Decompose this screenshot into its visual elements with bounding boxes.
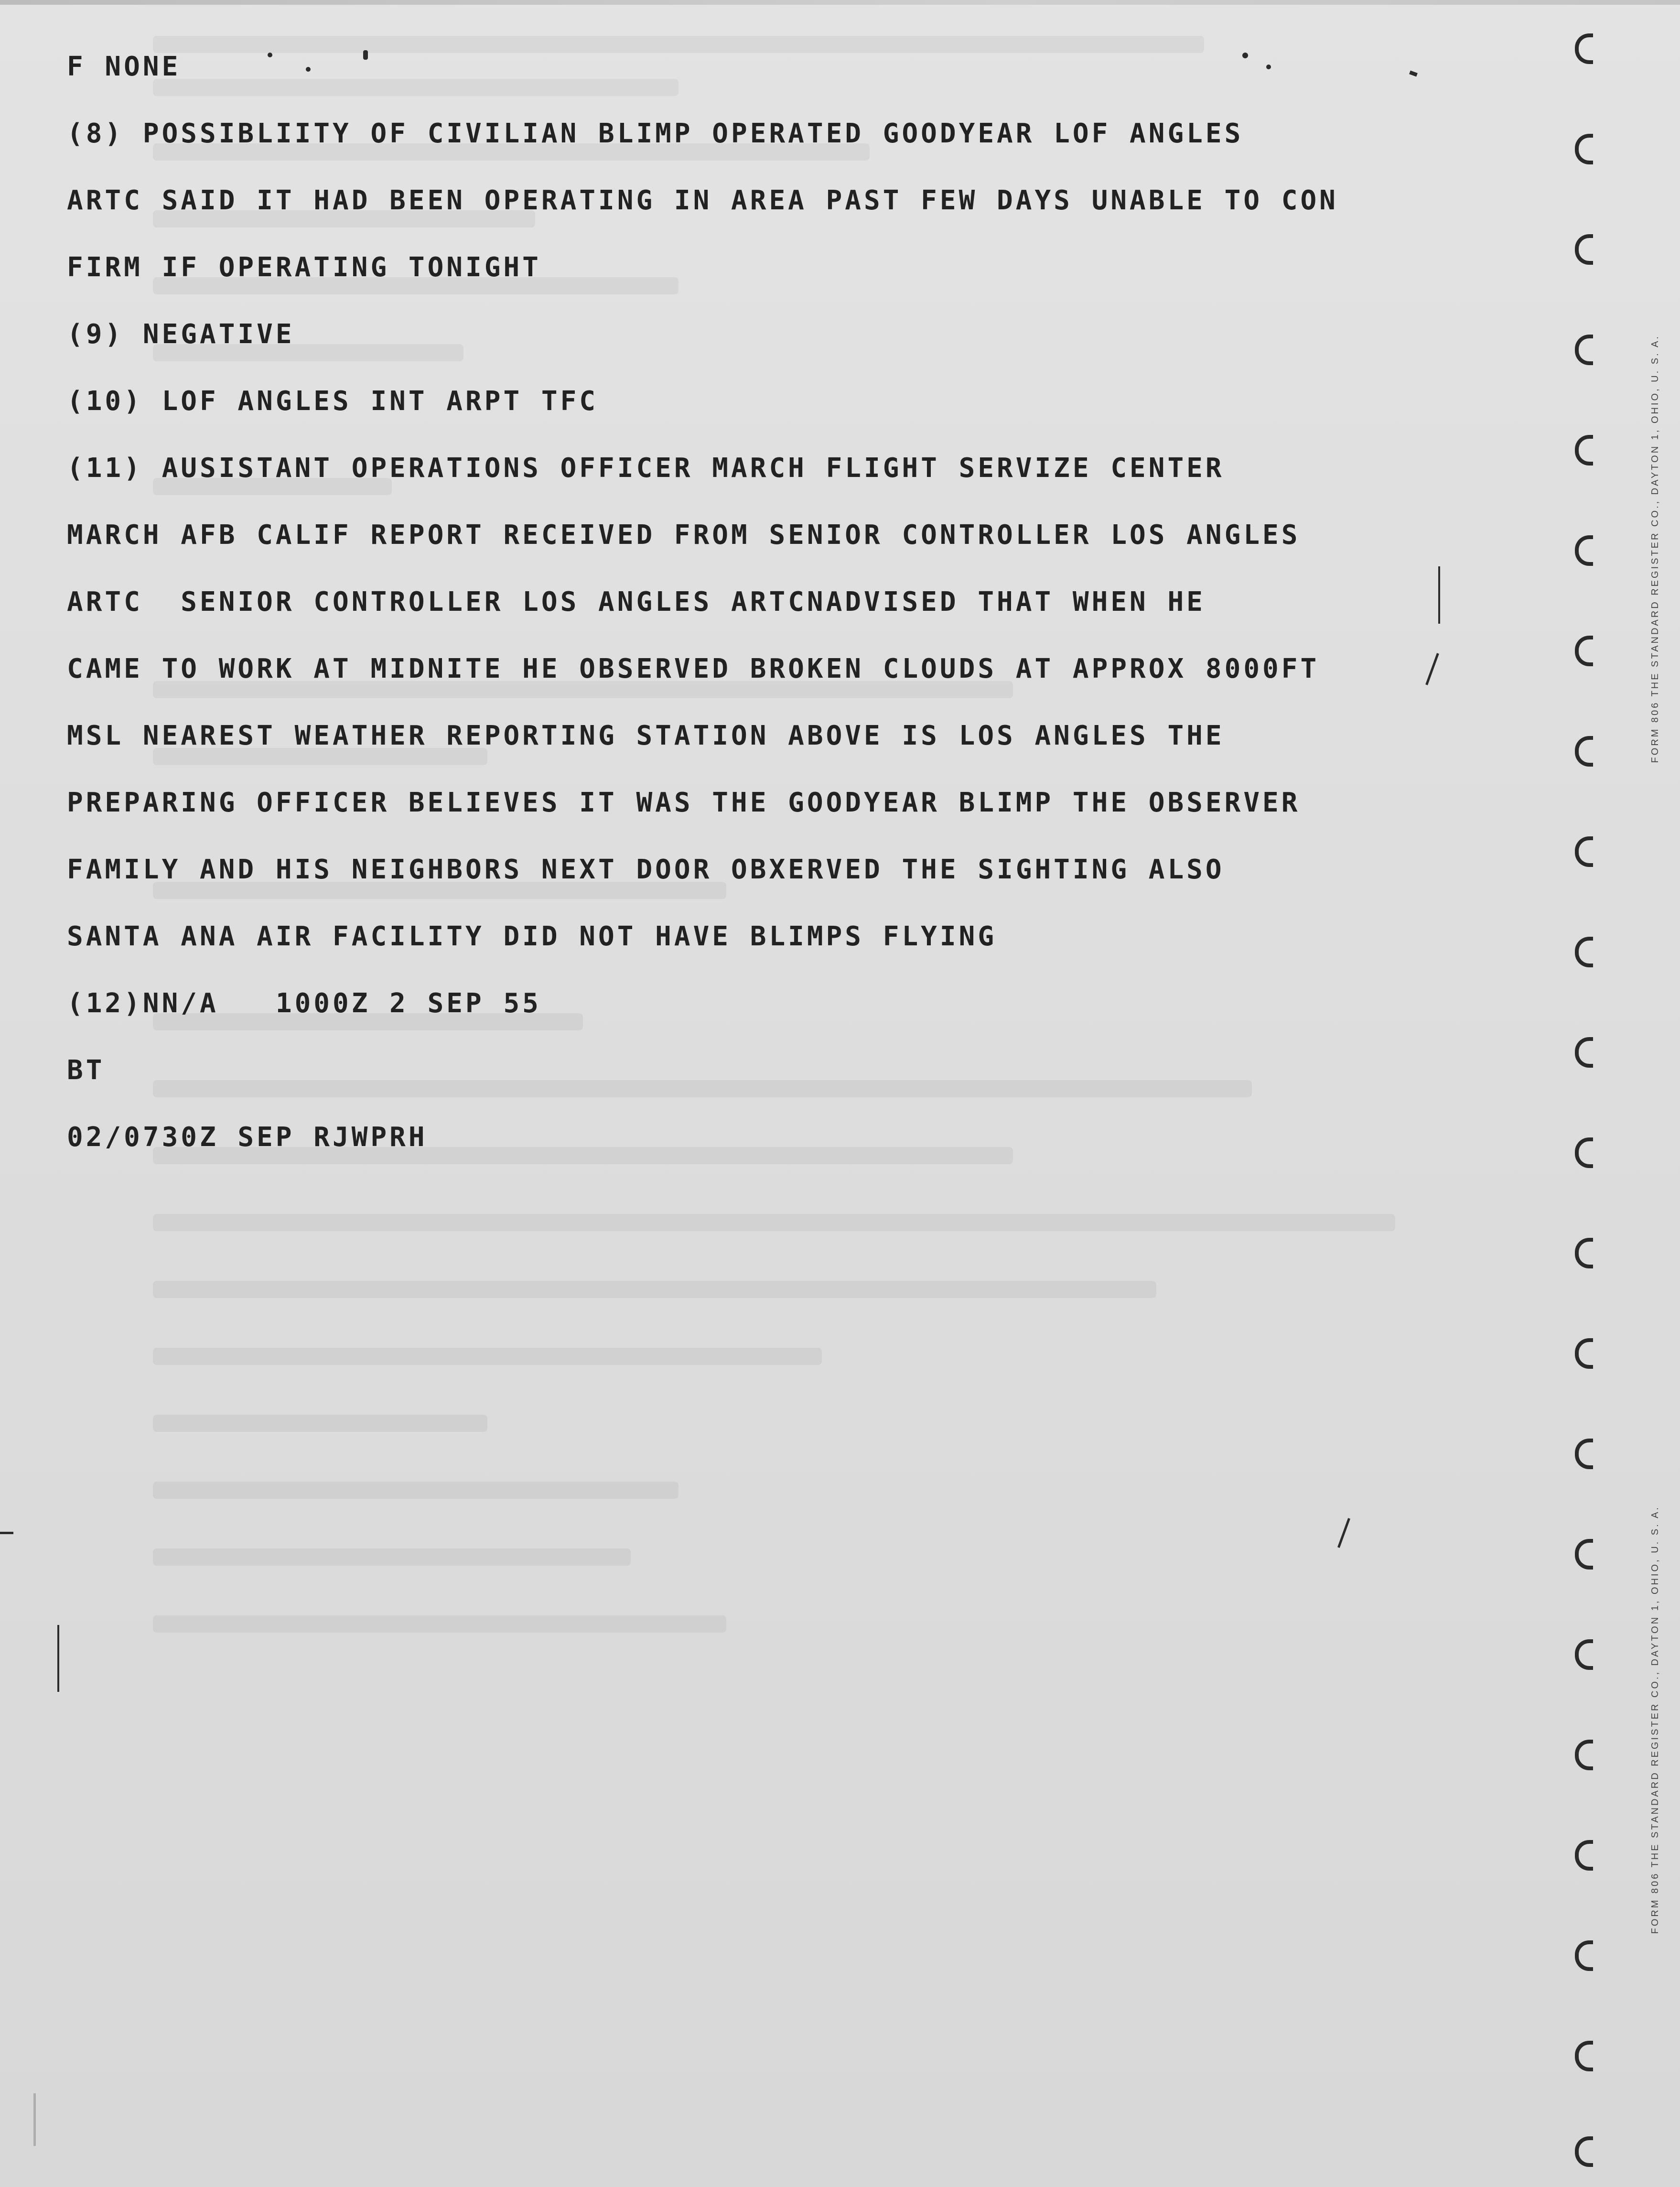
feed-hole-mark	[1575, 1539, 1593, 1570]
ink-speck	[363, 50, 368, 60]
form-margin-imprint-top: FORM 806 THE STANDARD REGISTER CO., DAYTON 1, OHIO, U. S. A.	[1650, 335, 1660, 763]
message-line-8: MARCH AFB CALIF REPORT RECEIVED FROM SENIOR CONTROLLER LOS ANGLES	[67, 520, 1301, 551]
feed-hole-mark	[1575, 937, 1593, 967]
feed-hole-mark	[1575, 33, 1593, 64]
message-line-13: FAMILY AND HIS NEIGHBORS NEXT DOOR OBXERVED THE SIGHTING ALSO	[67, 854, 1225, 885]
feed-hole-mark	[1575, 836, 1593, 867]
feed-hole-mark	[1575, 2041, 1593, 2071]
feed-hole-mark	[1575, 335, 1593, 365]
edge-pencil-mark	[57, 1625, 59, 1692]
message-line-5: (9) NEGATIVE	[67, 319, 295, 350]
feed-hole-mark	[1575, 1639, 1593, 1670]
message-line-11: MSL NEAREST WEATHER REPORTING STATION ABOVE IS LOS ANGLES THE	[67, 720, 1225, 751]
corner-smudge	[33, 2093, 36, 2146]
feed-hole-mark	[1575, 134, 1593, 164]
feed-hole-mark	[1575, 636, 1593, 666]
message-line-10: CAME TO WORK AT MIDNITE HE OBSERVED BROKEN CLOUDS AT APPROX 8000FT	[67, 653, 1320, 684]
feed-hole-mark	[1575, 1037, 1593, 1068]
message-line-3: ARTC SAID IT HAD BEEN OPERATING IN AREA PAST FEW DAYS UNABLE TO CON	[67, 185, 1338, 216]
message-line-7: (11) AUSISTANT OPERATIONS OFFICER MARCH FLIGHT SERVIZE CENTER	[67, 453, 1225, 484]
feed-hole-mark	[1575, 1439, 1593, 1469]
feed-hole-mark	[1575, 1940, 1593, 1971]
ink-speck	[268, 53, 272, 57]
feed-hole-mark	[1575, 2136, 1593, 2167]
feed-hole-mark	[1575, 1740, 1593, 1770]
ink-speck	[1242, 53, 1248, 58]
feed-hole-mark	[1575, 535, 1593, 566]
message-line-9: ARTC SENIOR CONTROLLER LOS ANGLES ARTCNADVISED THAT WHEN HE	[67, 586, 1206, 617]
stray-slash-mark	[1337, 1518, 1350, 1548]
ink-speck	[306, 67, 311, 72]
feed-hole-mark	[1575, 736, 1593, 767]
message-line-16: BT	[67, 1055, 105, 1086]
feed-hole-mark	[1575, 1137, 1593, 1168]
message-line-2: (8) POSSIBLIITY OF CIVILIAN BLIMP OPERATED GOODYEAR LOF ANGLES	[67, 118, 1244, 149]
message-line-17: 02/0730Z SEP RJWPRH	[67, 1122, 428, 1153]
form-margin-imprint-bottom: FORM 806 THE STANDARD REGISTER CO., DAYTON 1, OHIO, U. S. A.	[1650, 1505, 1660, 1934]
stray-vertical-mark	[1438, 566, 1440, 624]
message-line-14: SANTA ANA AIR FACILITY DID NOT HAVE BLIMPS FLYING	[67, 921, 997, 952]
feed-hole-mark	[1575, 234, 1593, 265]
message-line-1: F NONE	[67, 51, 181, 82]
tractor-feed-holes	[1575, 33, 1613, 2184]
top-edge-rule	[0, 0, 1680, 5]
message-line-4: FIRM IF OPERATING TONIGHT	[67, 252, 541, 283]
message-line-12: PREPARING OFFICER BELIEVES IT WAS THE GOODYEAR BLIMP THE OBSERVER	[67, 787, 1301, 818]
message-line-6: (10) LOF ANGLES INT ARPT TFC	[67, 386, 599, 417]
ink-speck	[1266, 65, 1271, 69]
feed-hole-mark	[1575, 1238, 1593, 1268]
feed-hole-mark	[1575, 1338, 1593, 1369]
edge-tick-mark	[0, 1532, 13, 1534]
feed-hole-mark	[1575, 1840, 1593, 1871]
feed-hole-mark	[1575, 435, 1593, 466]
teletype-message	[67, 33, 1476, 1171]
message-line-15: (12)NN/A 1000Z 2 SEP 55	[67, 988, 541, 1019]
